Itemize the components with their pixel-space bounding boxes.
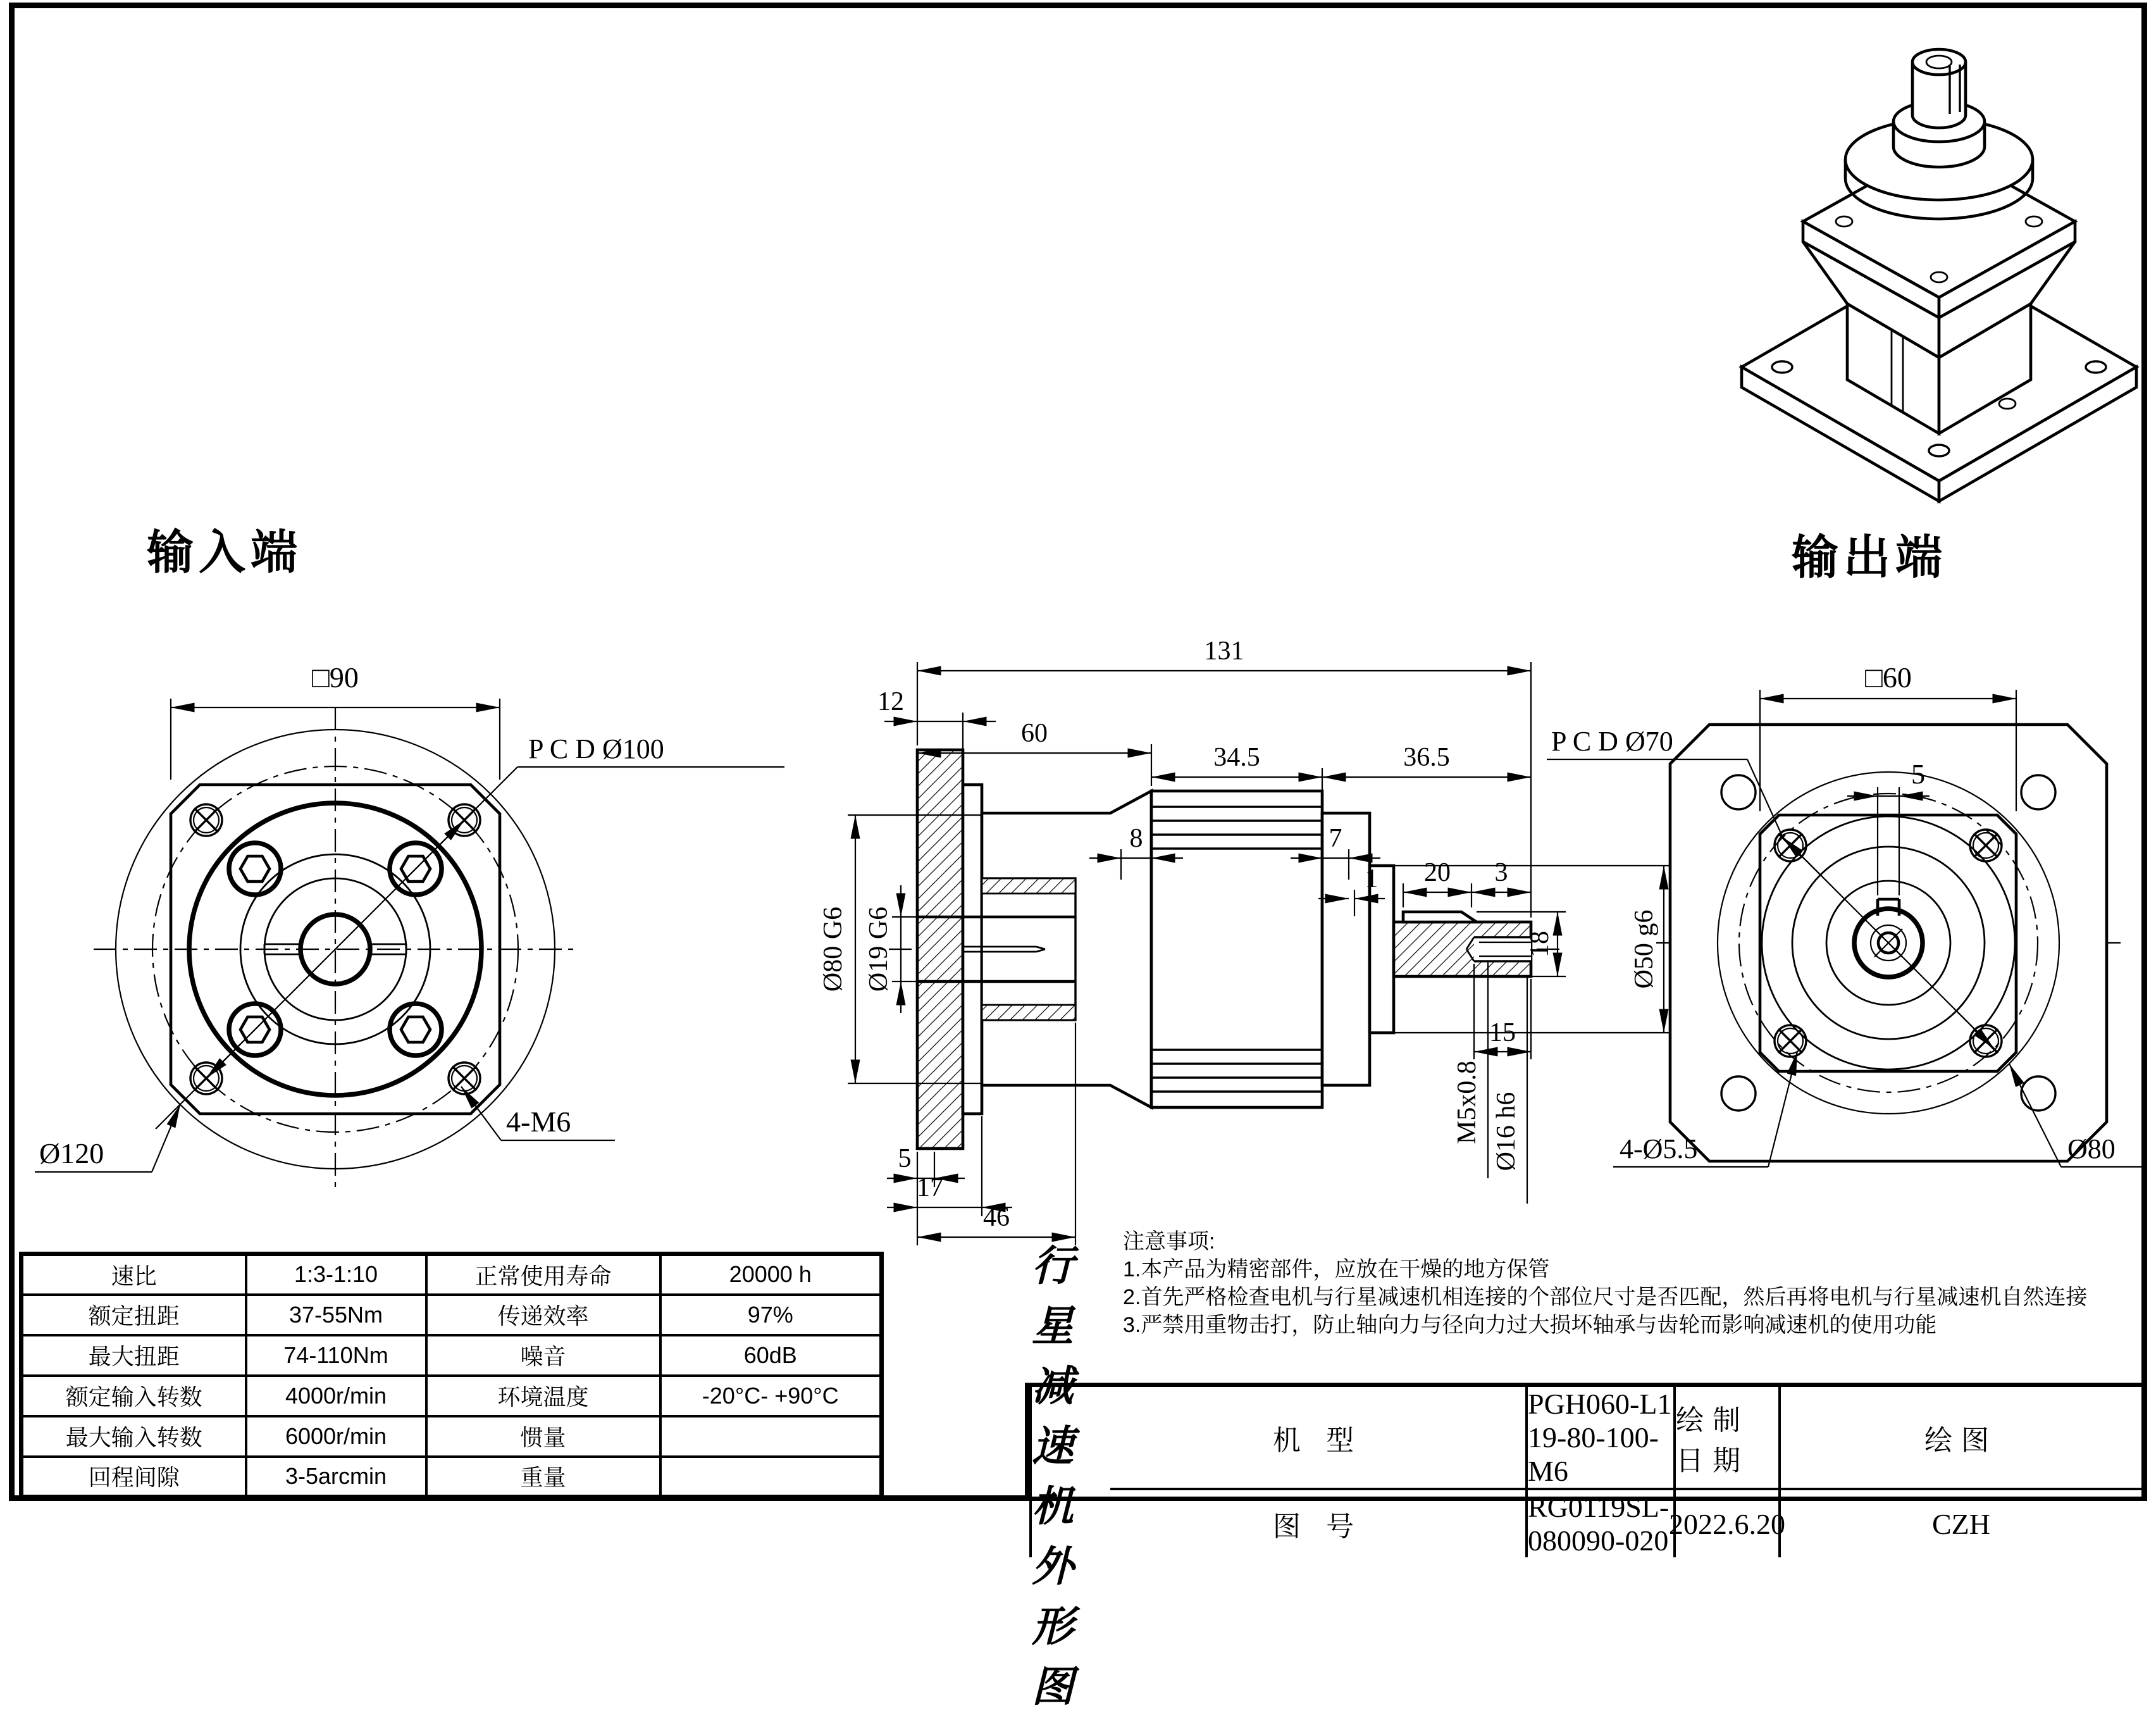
spec-label: 最大输入转数 [22,1416,246,1457]
spec-label: 噪音 [426,1335,660,1376]
dim-46: 46 [983,1203,1010,1232]
table-row [22,1295,882,1335]
input-end-title: 输入端 [147,526,302,578]
output-bearing-housing [1322,813,1370,1085]
spec-value [660,1457,882,1497]
shaft-key [1403,912,1477,922]
spec-value: -20°C- +90°C [660,1376,882,1416]
output-end-view [1547,531,2145,1167]
ring-gear-housing [1151,791,1322,1107]
dim-18: 18 [1525,931,1554,957]
dim-8: 8 [1129,824,1143,853]
dim-36-5: 36.5 [1403,743,1450,772]
dim-square-60: □60 [1865,661,1912,694]
dim-holes-4d55: 4-Ø5.5 [1620,1133,1698,1164]
spec-value: 74-110Nm [246,1335,426,1376]
dim-screws-4m6: 4-M6 [506,1106,571,1138]
spec-label: 额定扭距 [22,1295,246,1335]
input-end-view [35,526,784,1191]
dim-d80: Ø80 G6 [819,906,848,992]
spec-label: 惯量 [426,1416,660,1457]
dim-outer-120: Ø120 [39,1137,104,1169]
spec-label: 正常使用寿命 [426,1254,660,1295]
drawing-no-value: RG0119SL-080090-020 [1525,1488,1673,1557]
table-row [22,1376,882,1416]
dim-pcd-100: P C D Ø100 [528,733,664,764]
note-item: 1.本产品为精密部件，应放在干燥的地方保管 [1123,1257,1550,1281]
date-value: 2022.6.20 [1673,1488,1778,1557]
iso-shaft-top [1912,49,1966,75]
note-item: 3.严禁用重物击打，防止轴向力与径向力过大损坏轴承与齿轮而影响减速机的使用功能 [1123,1313,1937,1337]
dim-d19: Ø19 G6 [864,906,893,992]
drawer-label: 绘图 [1778,1387,2141,1488]
spec-value [660,1416,882,1457]
notes-block [1123,1228,2148,1339]
isometric-view [1742,49,2136,501]
spec-value: 37-55Nm [246,1295,426,1335]
spec-value: 4000r/min [246,1376,426,1416]
dim-5: 5 [898,1144,912,1173]
notes-heading: 注意事项: [1123,1230,1215,1254]
dim-15: 15 [1489,1018,1516,1047]
dim-7: 7 [1329,824,1342,853]
input-flange-section [917,750,963,1149]
output-end-title: 输出端 [1792,531,1947,583]
drawing-no-label: 图 号 [1110,1488,1525,1557]
flange-back-plate [963,785,982,1114]
model-value: PGH060-L1 19-80-100-M6 [1525,1387,1673,1488]
spec-label: 重量 [426,1457,660,1497]
spec-label: 回程间隙 [22,1457,246,1497]
dim-34-5: 34.5 [1213,743,1260,772]
spec-label: 环境温度 [426,1376,660,1416]
spec-label: 额定输入转数 [22,1376,246,1416]
dim-m5: M5x0.8 [1453,1061,1482,1144]
dim-3: 3 [1494,858,1508,887]
output-shaft [1394,912,1531,976]
dim-d50: Ø50 g6 [1630,909,1659,989]
spec-label: 最大扭距 [22,1335,246,1376]
dim-key-5: 5 [1911,759,1925,790]
dim-20: 20 [1424,858,1451,887]
table-row [22,1416,882,1457]
dim-outer-80: Ø80 [2067,1133,2116,1164]
dim-60: 60 [1021,719,1048,748]
table-row [22,1335,882,1376]
input-dimensions [35,661,784,1172]
dim-square-90: □90 [312,661,359,694]
dim-1: 1 [1365,864,1378,894]
date-label: 绘制日期 [1673,1387,1778,1488]
drawing-title: 行星减速机外形图 [1029,1387,1110,1557]
spec-value: 60dB [660,1335,882,1376]
spec-value: 6000r/min [246,1416,426,1457]
spec-label: 速比 [22,1254,246,1295]
dim-12: 12 [877,687,904,716]
spec-table [19,1252,884,1499]
spec-value: 20000 h [660,1254,882,1295]
dim-pcd-70: P C D Ø70 [1551,726,1673,757]
spec-value: 1:3-1:10 [246,1254,426,1295]
model-label: 机 型 [1272,1424,1363,1456]
spec-value: 3-5arcmin [246,1457,426,1497]
side-section-view [819,637,1671,1245]
spec-value: 97% [660,1295,882,1335]
note-item: 2.首先严格检查电机与行星减速机相连接的个部位尺寸是否匹配，然后再将电机与行星减速机自然连接 [1123,1285,2088,1309]
dim-17: 17 [917,1173,943,1202]
table-row [22,1254,882,1295]
dim-d16: Ø16 h6 [1492,1092,1521,1171]
spec-label: 传递效率 [426,1295,660,1335]
dim-131: 131 [1204,637,1244,666]
table-row [22,1457,882,1497]
drawer-value: CZH [1778,1488,2141,1557]
